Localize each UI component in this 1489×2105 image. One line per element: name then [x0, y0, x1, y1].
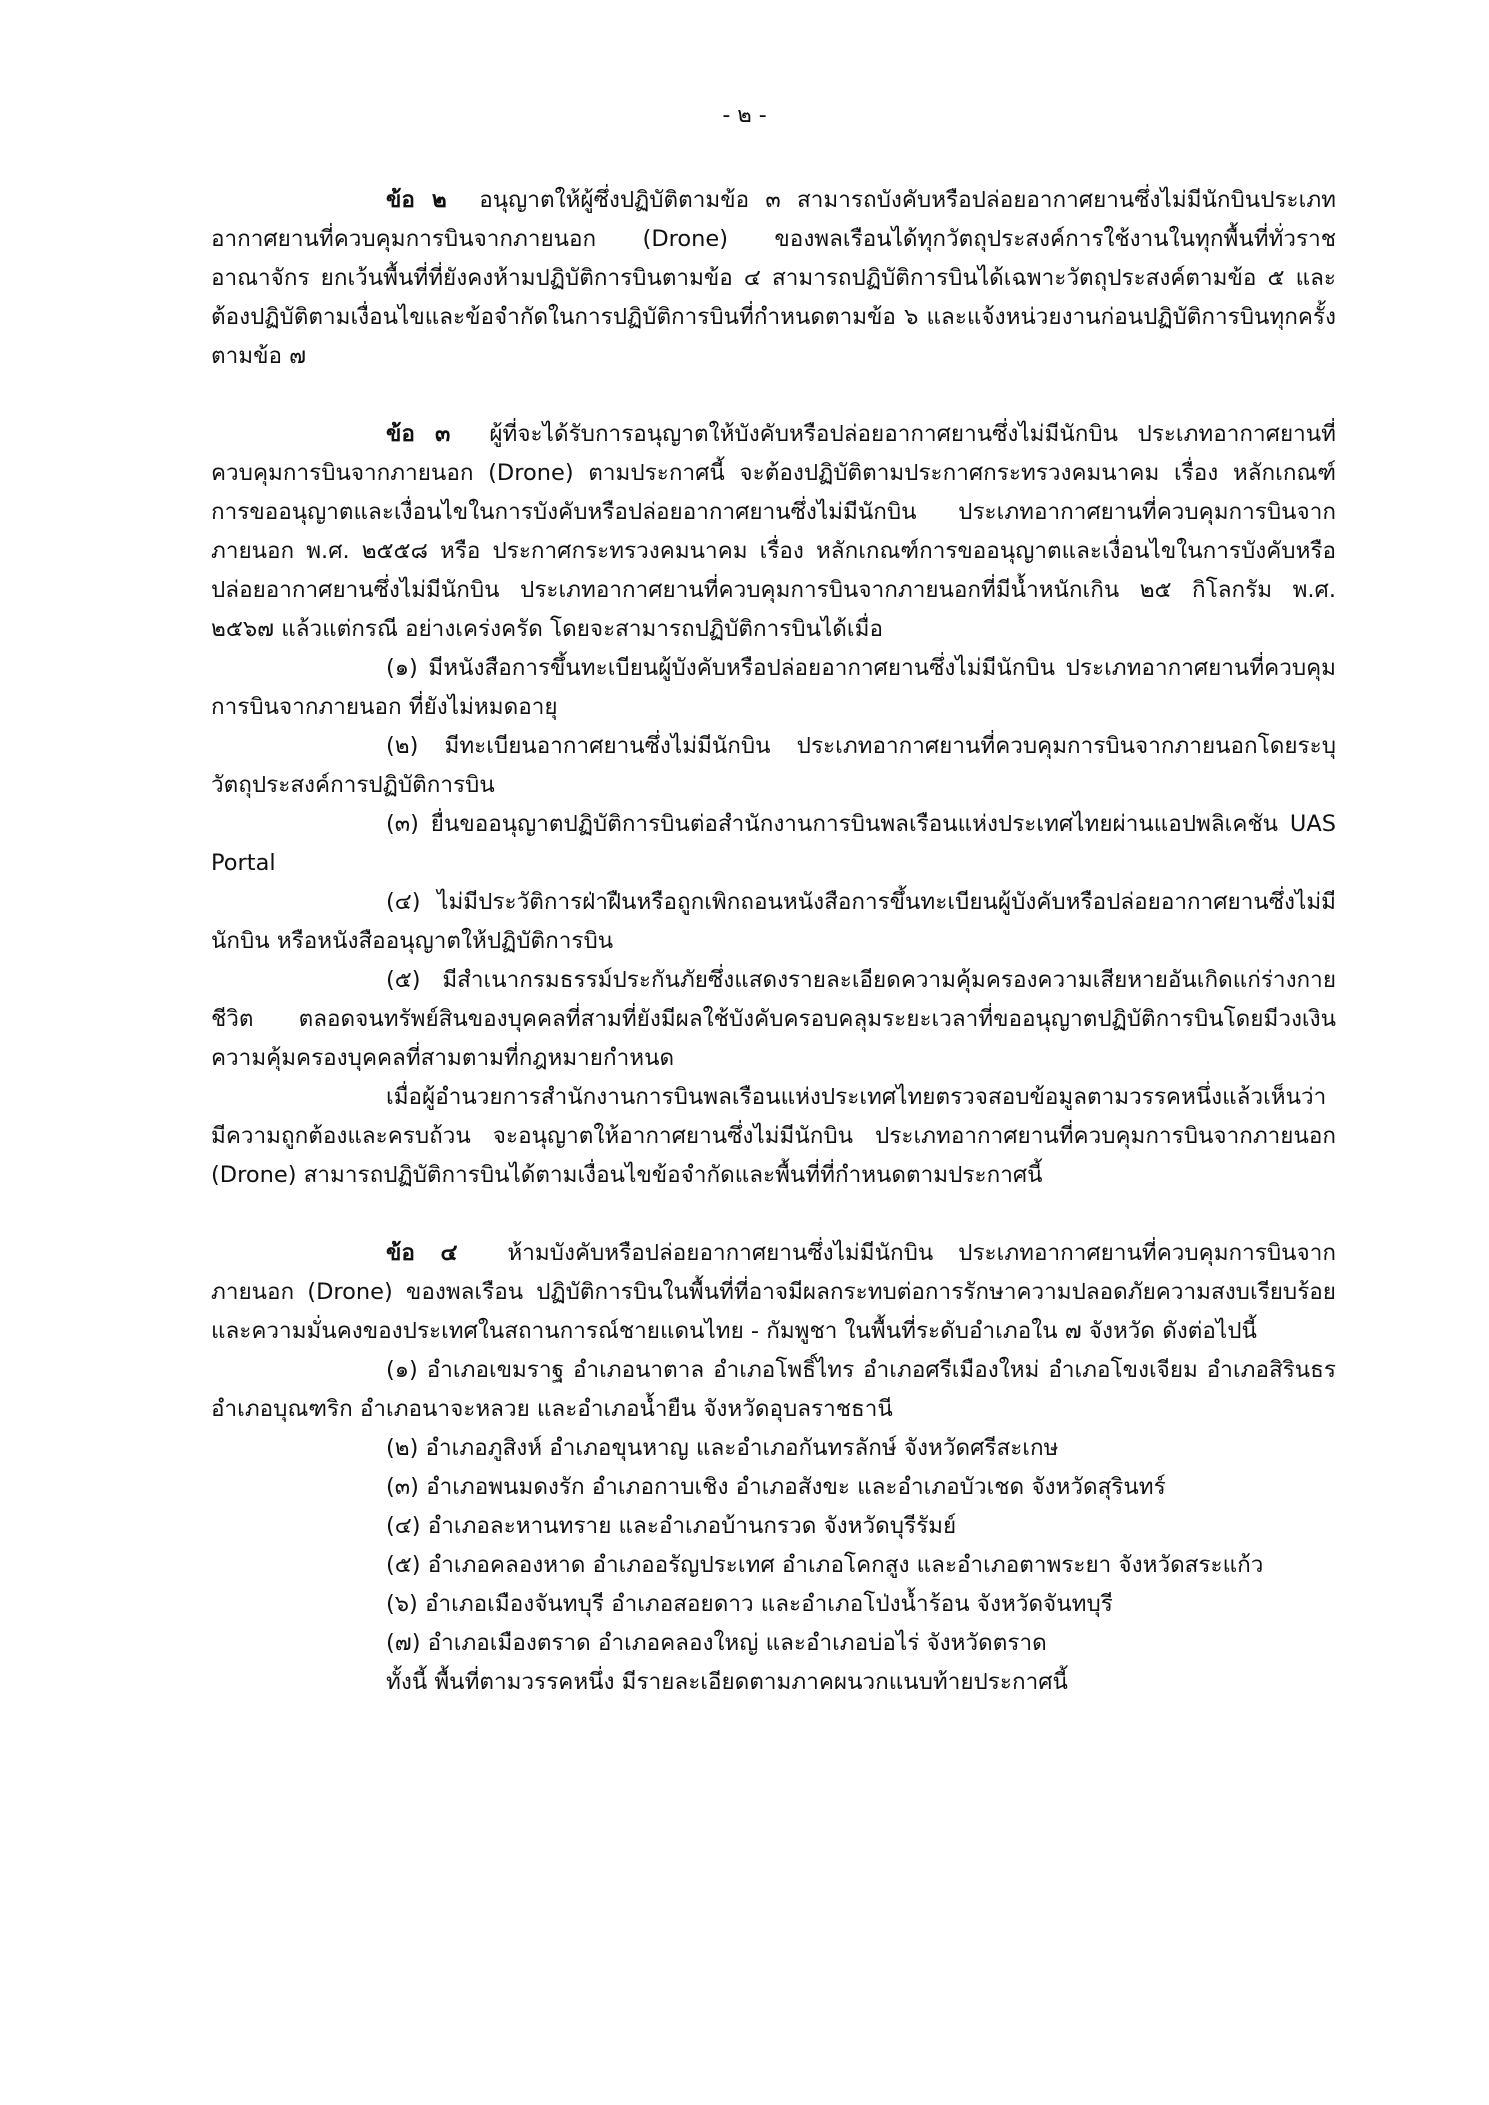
clause-3-item-3: (๓) ยื่นขออนุญาตปฏิบัติการบินต่อสำนักงานการบินพลเรือนแห่งประเทศไทยผ่านแอปพลิเคชัน UAS Portal — [211, 811, 1336, 876]
clause-2-text: อนุญาตให้ผู้ซึ่งปฏิบัติตามข้อ ๓ สามารถบังคับหรือปล่อยอากาศยานซึ่งไม่มีนักบินประเภทอากาศยานที่ควบคุมการบินจากภายนอก (Drone) ของพลเรือนได้ทุกวัตถุประสงค์การใช้งานในทุกพื้นที่ทั่วราชอาณาจักร ยกเว้นพื้นที่ที่ยังคงห้ามปฏิบัติการบินตามข้อ ๔ สามารถปฏิบัติการบินได้เฉพาะวัตถุประสงค์ตามข้อ ๕ และต้องปฏิบัติตามเงื่อนไขและข้อจำกัดในการปฏิบัติการบินที่กำหนดตามข้อ ๖ และแจ้งหน่วยงานก่อนปฏิบัติการบินทุกครั้งตามข้อ ๗ — [211, 187, 1336, 369]
clause-2 — [211, 181, 1336, 376]
clause-4-closing: ทั้งนี้ พื้นที่ตามวรรคหนึ่ง มีรายละเอียดตามภาคผนวกแนบท้ายประกาศนี้ — [386, 1669, 1068, 1695]
clause-3-closing: เมื่อผู้อำนวยการสำนักงานการบินพลเรือนแห่งประเทศไทยตรวจสอบข้อมูลตามวรรคหนึ่งแล้วเห็นว่ามีความถูกต้องและครบถ้วน จะอนุญาตให้อากาศยานซึ่งไม่มีนักบิน ประเภทอากาศยานที่ควบคุมการบินจากภายนอก (Drone) สามารถปฏิบัติการบินได้ตามเงื่อนไขข้อจำกัดและพื้นที่ที่กำหนดตามประกาศนี้ — [211, 1084, 1336, 1188]
clause-3-item-4: (๔) ไม่มีประวัติการฝ่าฝืนหรือถูกเพิกถอนหนังสือการขึ้นทะเบียนผู้บังคับหรือปล่อยอากาศยานซึ่งไม่มีนักบิน หรือหนังสืออนุญาตให้ปฏิบัติการบิน — [211, 889, 1336, 954]
clause-3-item-1: (๑) มีหนังสือการขึ้นทะเบียนผู้บังคับหรือปล่อยอากาศยานซึ่งไม่มีนักบิน ประเภทอากาศยานที่ควบคุมการบินจากภายนอก ที่ยังไม่หมดอายุ — [211, 655, 1336, 720]
clause-4-item-5: (๕) อำเภอคลองหาด อำเภออรัญประเทศ อำเภอโคกสูง และอำเภอตาพระยา จังหวัดสระแก้ว — [386, 1552, 1264, 1578]
clause-4-paragraph — [211, 1234, 1336, 1351]
clause-4-item-6: (๖) อำเภอเมืองจันทบุรี อำเภอสอยดาว และอำเภอโป่งน้ำร้อน จังหวัดจันทบุรี — [386, 1591, 1113, 1617]
clause-4-item-1: (๑) อำเภอเขมราฐ อำเภอนาตาล อำเภอโพธิ์ไทร อำเภอศรีเมืองใหม่ อำเภอโขงเจียม อำเภอสิรินธร อำเภอบุณฑริก อำเภอนาจะหลวย และอำเภอน้ำยืน จังหวัดอุบลราชธานี — [211, 1357, 1336, 1422]
clause-3-item-2: (๒) มีทะเบียนอากาศยานซึ่งไม่มีนักบิน ประเภทอากาศยานที่ควบคุมการบินจากภายนอกโดยระบุวัตถุประสงค์การปฏิบัติการบิน — [211, 733, 1336, 798]
page-number: - ๒ - — [722, 103, 767, 128]
clause-3-text: ผู้ที่จะได้รับการอนุญาตให้บังคับหรือปล่อยอากาศยานซึ่งไม่มีนักบิน ประเภทอากาศยานที่ควบคุมการบินจากภายนอก (Drone) ตามประกาศนี้ จะต้องปฏิบัติตามประกาศกระทรวงคมนาคม เรื่อง หลักเกณฑ์การขออนุญาตและเงื่อนไขในการบังคับหรือปล่อยอากาศยานซึ่งไม่มีนักบิน ประเภทอากาศยานที่ควบคุมการบินจากภายนอก พ.ศ. ๒๕๕๘ หรือ ประกาศกระทรวงคมนาคม เรื่อง หลักเกณฑ์การขออนุญาตและเงื่อนไขในการบังคับหรือปล่อยอากาศยานซึ่งไม่มีนักบิน ประเภทอากาศยานที่ควบคุมการบินจากภายนอกที่มีน้ำหนักเกิน ๒๕ กิโลกรัม พ.ศ. ๒๕๖๗ แล้วแต่กรณี อย่างเคร่งครัด โดยจะสามารถปฏิบัติการบินได้เมื่อ — [211, 421, 1336, 642]
clause-4-text: ห้ามบังคับหรือปล่อยอากาศยานซึ่งไม่มีนักบิน ประเภทอากาศยานที่ควบคุมการบินจากภายนอก (Drone) ของพลเรือน ปฏิบัติการบินในพื้นที่ที่อาจมีผลกระทบต่อการรักษาความปลอดภัยความสงบเรียบร้อย และความมั่นคงของประเทศในสถานการณ์ชายแดนไทย - กัมพูชา ในพื้นที่ระดับอำเภอใน ๗ จังหวัด ดังต่อไปนี้ — [211, 1240, 1336, 1344]
document-body — [211, 181, 1336, 1741]
clause-3-item-5: (๕) มีสำเนากรมธรรม์ประกันภัยซึ่งแสดงรายละเอียดความคุ้มครองความเสียหายอันเกิดแก่ร่างกาย ชีวิต ตลอดจนทรัพย์สินของบุคคลที่สามที่ยังมีผลใช้บังคับครอบคลุมระยะเวลาที่ขออนุญาตปฏิบัติการบินโดยมีวงเงินความคุ้มครองบุคคลที่สามตามที่กฎหมายกำหนด — [211, 967, 1336, 1071]
clause-2-paragraph — [211, 181, 1336, 376]
clause-3-label: ข้อ ๓ — [386, 421, 451, 447]
clause-3-paragraph — [211, 415, 1336, 649]
clause-4-item-4: (๔) อำเภอละหานทราย และอำเภอบ้านกรวด จังหวัดบุรีรัมย์ — [386, 1513, 957, 1539]
clause-2-label: ข้อ ๒ — [386, 187, 447, 213]
clause-3 — [211, 415, 1336, 1195]
clause-4-item-7: (๗) อำเภอเมืองตราด อำเภอคลองใหญ่ และอำเภอบ่อไร่ จังหวัดตราด — [386, 1630, 1047, 1656]
clause-4-item-3: (๓) อำเภอพนมดงรัก อำเภอกาบเชิง อำเภอสังขะ และอำเภอบัวเชด จังหวัดสุรินทร์ — [386, 1474, 1166, 1500]
clause-4 — [211, 1234, 1336, 1702]
clause-4-label: ข้อ ๔ — [386, 1240, 458, 1266]
clause-4-item-2: (๒) อำเภอภูสิงห์ อำเภอขุนหาญ และอำเภอกันทรลักษ์ จังหวัดศรีสะเกษ — [386, 1435, 1059, 1461]
